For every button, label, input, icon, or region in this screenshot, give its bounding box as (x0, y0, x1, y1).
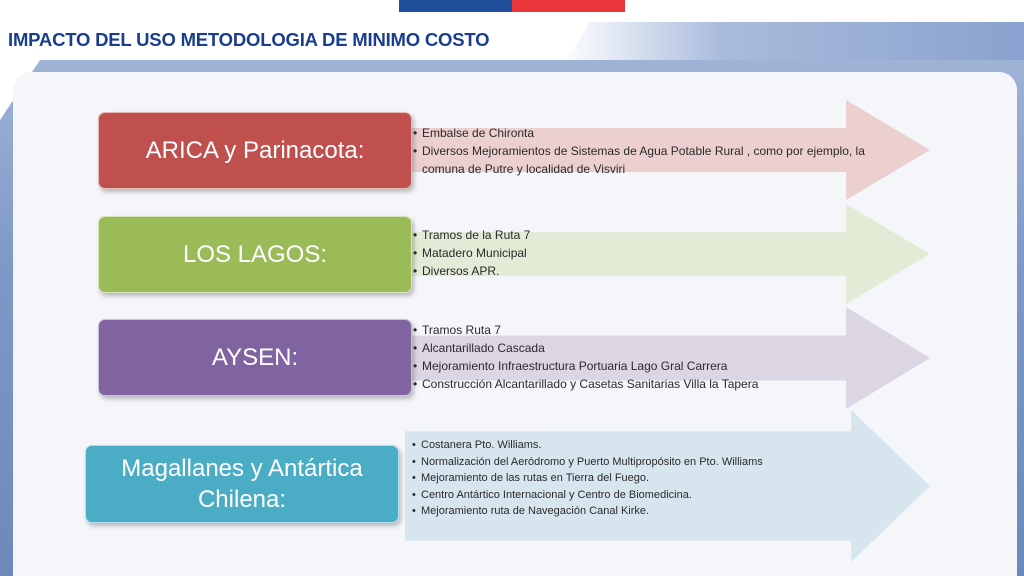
list-item: • Alcantarillado Cascada (413, 339, 913, 357)
lagos-label-box (98, 216, 412, 293)
list-item: • Mejoramiento Infraestructura Portuaria Lago Gral Carrera (413, 357, 913, 375)
list-item: • Mejoramiento ruta de Navegación Canal Kirke. (412, 503, 842, 520)
list-item: • Tramos de la Ruta 7 (413, 226, 893, 244)
magallanes-list (412, 437, 842, 520)
list-item: • Centro Antártico Internacional y Centro de Biomedicina. (412, 487, 842, 504)
list-item: • Tramos Ruta 7 (413, 321, 913, 339)
list-item: • Diversos Mejoramientos de Sistemas de Agua Potable Rural , como por ejemplo, la comuna de Putre y localidad de Visviri (413, 142, 893, 178)
slide-title: IMPACTO DEL USO METODOLOGIA DE MINIMO COSTO (8, 29, 490, 50)
aysen-label-box (98, 319, 412, 396)
arica-label-box (98, 112, 412, 189)
list-item: • Diversos APR. (413, 262, 893, 280)
flag-blue-stripe (399, 0, 512, 12)
list-item: • Costanera Pto. Williams. (412, 437, 842, 454)
arica-list (413, 124, 893, 178)
list-item: • Embalse de Chironta (413, 124, 893, 142)
flag-red-stripe (512, 0, 625, 12)
lagos-label: LOS LAGOS: (182, 241, 328, 268)
arica-label: ARICA y Parinacota: (145, 137, 365, 164)
magallanes-label-box (85, 445, 399, 523)
list-item: • Matadero Municipal (413, 244, 893, 262)
magallanes-label: Magallanes y Antártica Chilena: (121, 455, 363, 513)
list-item: • Normalización del Aeródromo y Puerto Multipropósito en Pto. Williams (412, 454, 842, 471)
aysen-list (413, 321, 913, 393)
list-item: • Mejoramiento de las rutas en Tierra del Fuego. (412, 470, 842, 487)
list-item: • Construcción Alcantarillado y Casetas Sanitarias Villa la Tapera (413, 375, 913, 393)
lagos-list (413, 226, 893, 280)
aysen-label: AYSEN: (211, 344, 299, 371)
